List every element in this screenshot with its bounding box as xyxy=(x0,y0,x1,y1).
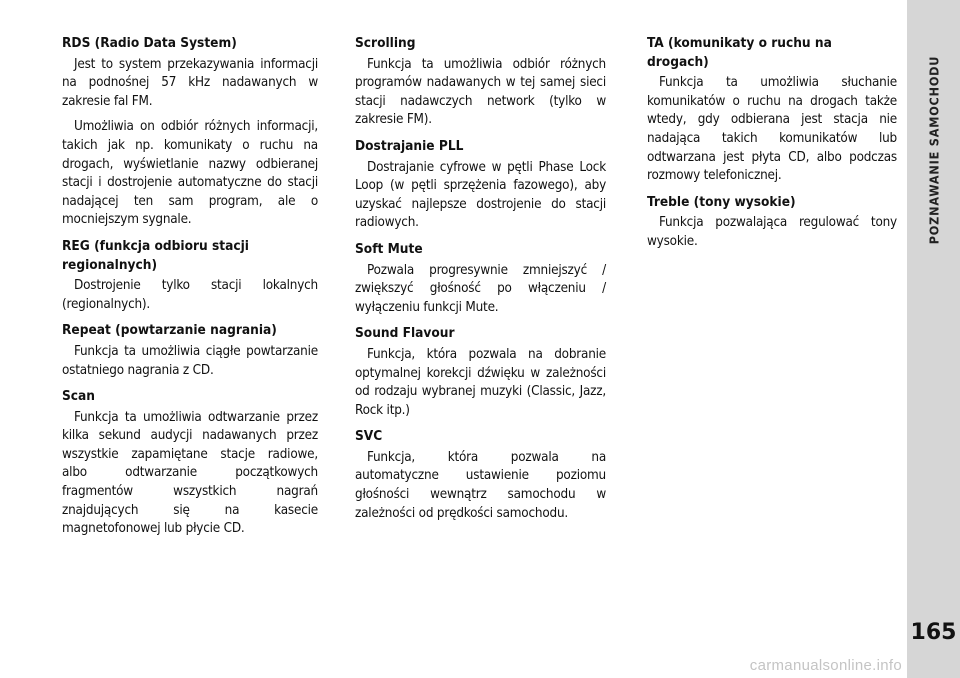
paragraph: Pozwala progresywnie zmniejszyć / zwiększyć głośność po włączeniu / wyłączeniu funkcji Mute. xyxy=(355,262,606,315)
paragraph: Funkcja, która pozwala na dobranie optymalnej korekcji dźwięku w zależności od rodzaju wybranej muzyki (Classic, Jazz, Rock itp.) xyxy=(355,346,606,418)
section-heading: Scan xyxy=(62,388,96,405)
chapter-title xyxy=(907,0,960,280)
column-right xyxy=(647,34,897,259)
section-scrolling xyxy=(355,34,606,130)
section-reg xyxy=(62,237,318,314)
section-heading: Soft Mute xyxy=(355,240,423,257)
section-heading: RDS (Radio Data System) xyxy=(62,35,237,51)
section-soft-mute xyxy=(355,240,606,317)
section-ta xyxy=(647,34,897,186)
paragraph: Funkcja ta umożliwia słuchanie komunikatów o ruchu na drogach także wtedy, gdy odbierana jest stacja nie nadająca takich komunikatów lub odtwarzana jest płyta CD, albo podczas rozmowy telefonicznej. xyxy=(647,75,897,184)
section-heading: TA (komunikaty o ruchu na drogach) xyxy=(647,35,832,70)
section-svc xyxy=(355,427,606,523)
section-sound-flavour xyxy=(355,324,606,420)
chapter-sidebar xyxy=(907,0,960,678)
paragraph: Funkcja ta umożliwia odbiór różnych programów nadawanych w tej samej sieci stacji nadawczych network (tylko w zakresie FM). xyxy=(355,56,606,128)
paragraph: Jest to system przekazywania informacji na podnośnej 57 kHz nadawanych w zakresie fal FM. xyxy=(62,56,318,109)
section-repeat xyxy=(62,321,318,380)
section-heading: Sound Flavour xyxy=(355,325,455,342)
paragraph: Funkcja ta umożliwia odtwarzanie przez kilka sekund audycji nadawanych przez wszystkie zapamiętane stacje radiowe, albo odtwarzanie początkowych fragmentów wszystkich nagrań znajdujących się na kasecie magnetofonowej lub płycie CD. xyxy=(62,409,318,537)
paragraph: Umożliwia on odbiór różnych informacji, takich jak np. komunikaty o ruchu na drogach, wyświetlanie nazwy odbieranej stacji i dostrojenie automatyczne do stacji nadającej ten sam program, ale o mocniejszym sygnale. xyxy=(62,119,318,228)
section-heading: Scrolling xyxy=(355,35,416,51)
section-heading: Treble (tony wysokie) xyxy=(647,193,796,210)
section-rds xyxy=(62,34,318,230)
paragraph: Dostrajanie cyfrowe w pętli Phase Lock Loop (w pętli sprzężenia fazowego), aby uzyskać najlepsze dostrojenie do stacji radiowych. xyxy=(355,159,606,231)
paragraph: Funkcja ta umożliwia ciągłe powtarzanie ostatniego nagrania z CD. xyxy=(62,343,318,378)
column-middle xyxy=(355,34,606,530)
paragraph: Funkcja pozwalająca regulować tony wysokie. xyxy=(647,215,897,249)
section-scan xyxy=(62,387,318,539)
chapter-title-text: POZNAWANIE SAMOCHODU xyxy=(926,55,941,245)
section-heading: Dostrajanie PLL xyxy=(355,137,464,154)
section-pll xyxy=(355,137,606,233)
watermark: carmanualsonline.info xyxy=(749,657,902,674)
column-left xyxy=(62,34,318,546)
section-heading: Repeat (powtarzanie nagrania) xyxy=(62,322,277,339)
section-heading: SVC xyxy=(355,428,383,445)
paragraph: Funkcja, która pozwala na automatyczne ustawienie poziomu głośności wewnątrz samochodu w zależności od prędkości samochodu. xyxy=(355,449,606,521)
section-treble xyxy=(647,193,897,252)
section-heading: REG (funkcja odbioru stacji regionalnych) xyxy=(62,237,249,273)
paragraph: Dostrojenie tylko stacji lokalnych (regionalnych). xyxy=(62,278,318,312)
page-number: 165 xyxy=(910,620,957,645)
